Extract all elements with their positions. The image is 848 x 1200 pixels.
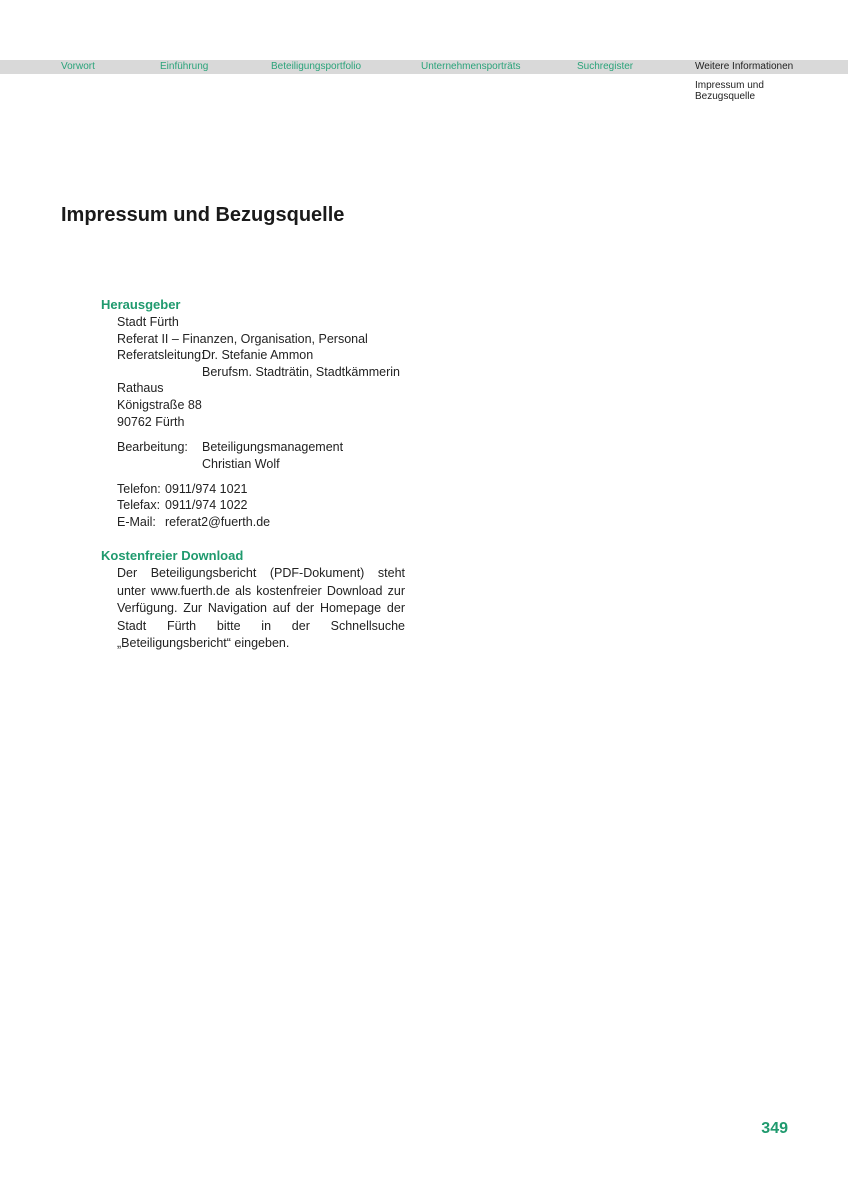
address-line: Rathaus — [117, 381, 164, 395]
bearbeitung-value: Christian Wolf — [202, 457, 280, 471]
address-line: Königstraße 88 — [117, 398, 202, 412]
publisher-referat: Referat II – Finanzen, Organisation, Personal — [117, 332, 368, 346]
referatsleitung-label: Referatsleitung: — [117, 348, 205, 362]
email-link[interactable]: referat2@fuerth.de — [165, 515, 271, 529]
nav-item-vorwort[interactable]: Vorwort — [61, 61, 95, 72]
referatsleitung-role: Berufsm. Stadträtin, Stadtkämmerin — [202, 365, 400, 379]
nav-item-beteiligungsportfolio[interactable]: Beteiligungsportfolio — [271, 61, 362, 72]
referatsleitung-name: Dr. Stefanie Ammon — [202, 348, 314, 362]
nav-item-weitere-informationen[interactable]: Weitere Informationen — [695, 61, 794, 72]
address-line: 90762 Fürth — [117, 415, 185, 429]
bearbeitung-label: Bearbeitung: — [117, 440, 188, 454]
page-title: Impressum und Bezugsquelle — [61, 204, 345, 226]
nav-item-unternehmensportraets[interactable]: Unternehmensporträts — [421, 61, 521, 72]
bearbeitung-value: Beteiligungsmanagement — [202, 440, 344, 454]
page-number: 349 — [761, 1120, 788, 1137]
herausgeber-heading: Herausgeber — [101, 297, 181, 312]
download-text: Der Beteiligungsbericht (PDF-Dokument) steht unter www.fuerth.de als kostenfreier Download zur Verfügung. Zur Navigation auf der Homepage der Stadt Fürth bitte in der Schnellsuche „Beteiligungsbericht“ eingeben. — [117, 566, 405, 650]
nav-item-suchregister[interactable]: Suchregister — [577, 61, 634, 72]
telefon-value: 0911/974 1021 — [165, 482, 248, 496]
publisher-org: Stadt Fürth — [117, 315, 179, 329]
download-heading: Kostenfreier Download — [101, 548, 244, 563]
telefon-label: Telefon: — [117, 482, 161, 496]
email-label: E-Mail: — [117, 515, 156, 529]
nav-sub-item-impressum[interactable]: Impressum und Bezugsquelle — [695, 80, 764, 102]
nav-item-einfuehrung[interactable]: Einführung — [160, 61, 209, 72]
telefax-label: Telefax: — [117, 498, 161, 512]
telefax-value: 0911/974 1022 — [165, 498, 248, 512]
